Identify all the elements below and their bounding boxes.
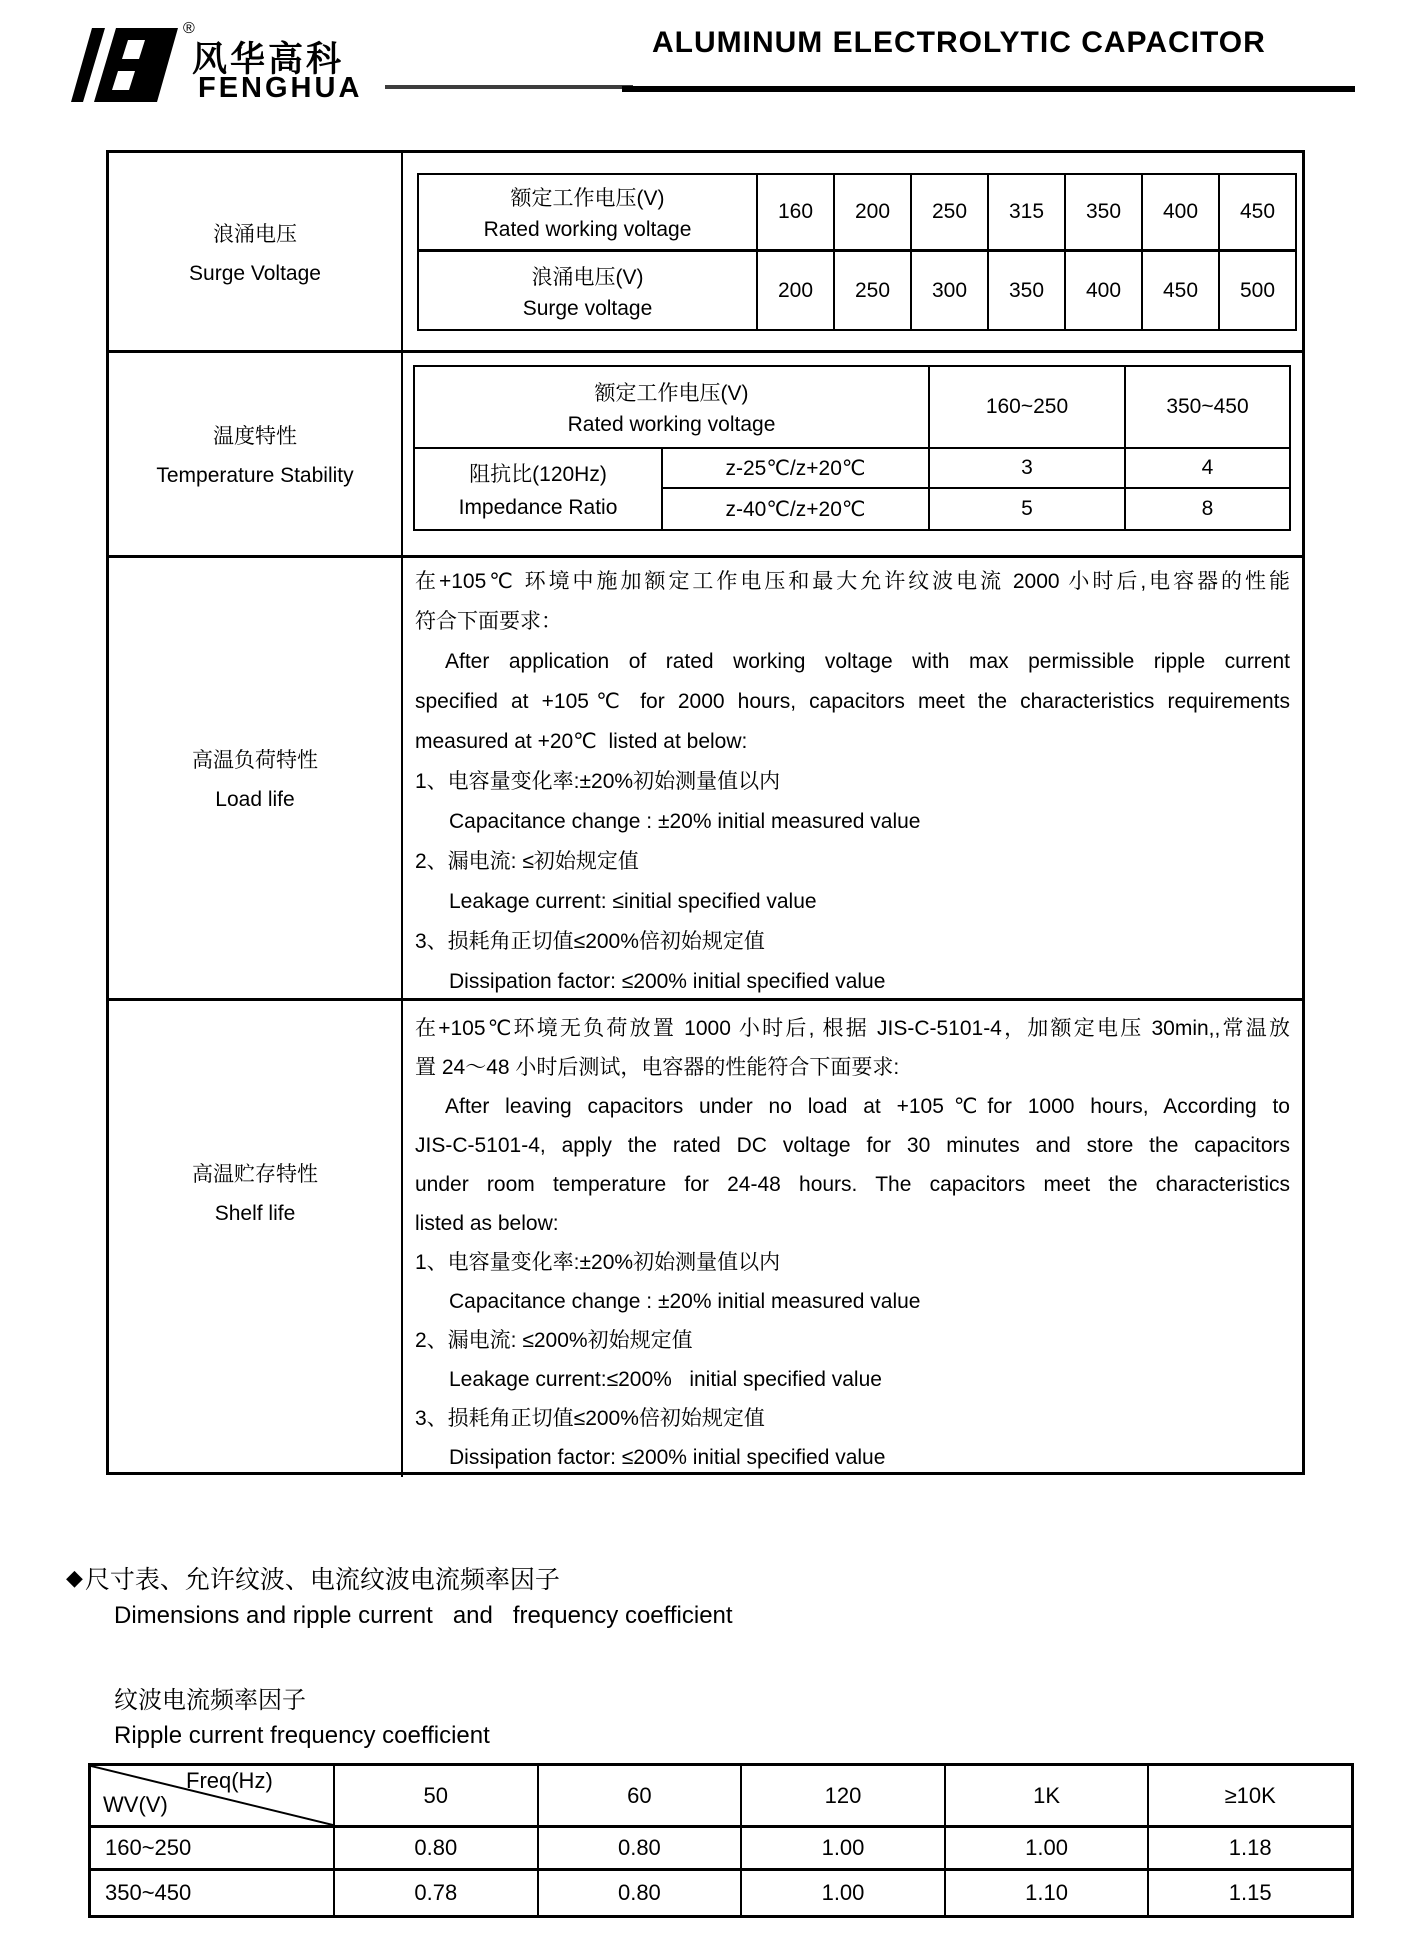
freq-column-header: 1K xyxy=(944,1766,1148,1828)
load-life-row-label xyxy=(109,558,403,1001)
load-life-item: Leakage current: ≤initial specified value xyxy=(449,890,817,913)
logo-company-name-cn: 风华高科 xyxy=(192,40,345,79)
impedance-ratio-label xyxy=(415,449,661,529)
wv-range-row-label: 350~450 xyxy=(105,1880,192,1905)
rated-working-voltage-cn: 额定工作电压(V) xyxy=(510,187,665,210)
surge-voltage-header xyxy=(419,252,756,329)
impedance-value: 8 xyxy=(1124,489,1289,529)
diamond-bullet-icon: ◆ xyxy=(66,1565,83,1590)
surge-voltage-content xyxy=(403,153,1302,353)
surge-voltage-value: 250 xyxy=(833,252,910,329)
rated-voltage-value: 450 xyxy=(1218,175,1295,252)
freq-table-corner-cell xyxy=(91,1766,333,1828)
temperature-stability-label-cn: 温度特性 xyxy=(213,425,297,448)
load-life-label-cn: 高温负荷特性 xyxy=(192,749,318,772)
shelf-life-text-line: under room temperature for 24-48 hours. The capacitors meet the characteristics xyxy=(415,1173,1290,1196)
rated-voltage-value: 200 xyxy=(833,175,910,252)
freq-column-header: 50 xyxy=(333,1766,537,1828)
shelf-life-item: 1、电容量变化率:±20%初始测量值以内 xyxy=(415,1251,781,1274)
shelf-life-item: Capacitance change : ±20% initial measured value xyxy=(449,1290,921,1313)
section-title-en: Dimensions and ripple current and frequency coefficient xyxy=(114,1602,733,1629)
shelf-life-text-line: listed as below: xyxy=(415,1212,559,1235)
voltage-range-1: 160~250 xyxy=(928,367,1124,449)
surge-voltage-en: Surge voltage xyxy=(522,296,653,320)
impedance-ratio-cn: 阻抗比(120Hz) xyxy=(469,463,607,486)
logo-company-name-en: FENGHUA xyxy=(198,72,363,104)
surge-voltage-label-en: Surge Voltage xyxy=(189,261,321,285)
section-title-cn: 尺寸表、允许纹波、电流纹波电流频率因子 xyxy=(84,1566,560,1594)
shelf-life-text-line: JIS-C-5101-4, apply the rated DC voltage for 30 minutes and store the capacitors xyxy=(415,1134,1290,1157)
surge-voltage-cn: 浪涌电压(V) xyxy=(531,265,644,289)
coefficient-value: 1.00 xyxy=(740,1828,944,1871)
load-life-text-line: 在+105℃ 环境中施加额定工作电压和最大允许纹波电流 2000 小时后,电容器的性能 xyxy=(415,570,1290,593)
shelf-life-text-line: 在+105℃环境无负荷放置 1000 小时后, 根据 JIS-C-5101-4，加额定电压 30min,,常温放 xyxy=(415,1017,1290,1040)
shelf-life-item: Leakage current:≤200% initial specified value xyxy=(449,1368,882,1391)
shelf-life-item: Dissipation factor: ≤200% initial specified value xyxy=(449,1446,886,1469)
frequency-coefficient-table xyxy=(88,1763,1354,1918)
temperature-stability-label-en: Temperature Stability xyxy=(156,464,354,487)
temperature-stability-row-label xyxy=(109,353,403,558)
load-life-text-line: 符合下面要求： xyxy=(415,610,562,633)
load-life-item: 1、电容量变化率:±20%初始测量值以内 xyxy=(415,770,781,793)
impedance-value: 4 xyxy=(1124,449,1289,489)
impedance-value: 5 xyxy=(928,489,1124,529)
shelf-life-label-cn: 高温贮存特性 xyxy=(192,1162,318,1186)
rated-voltage-value: 250 xyxy=(910,175,987,252)
coefficient-value: 0.78 xyxy=(333,1871,537,1915)
section-title xyxy=(66,1560,560,1596)
load-life-content xyxy=(403,558,1302,1001)
temp-rated-voltage-cn: 额定工作电压(V) xyxy=(594,382,749,405)
shelf-life-text-line: 置 24～48 小时后测试，电容器的性能符合下面要求: xyxy=(415,1056,900,1079)
impedance-condition-1: z-25℃/z+20℃ xyxy=(661,449,928,489)
surge-voltage-value: 450 xyxy=(1141,252,1218,329)
shelf-life-item: 2、漏电流: ≤200%初始规定值 xyxy=(415,1329,693,1352)
surge-voltage-value: 350 xyxy=(987,252,1064,329)
load-life-text-line: measured at +20℃ listed at below: xyxy=(415,730,748,753)
coefficient-value: 0.80 xyxy=(537,1828,741,1871)
voltage-range-2: 350~450 xyxy=(1124,367,1289,449)
surge-voltage-value: 200 xyxy=(756,252,833,329)
freq-column-header: 120 xyxy=(740,1766,944,1828)
temperature-stability-table xyxy=(413,365,1291,531)
coefficient-value: 0.80 xyxy=(537,1871,741,1915)
impedance-condition-2: z-40℃/z+20℃ xyxy=(661,489,928,529)
coefficient-value: 1.15 xyxy=(1147,1871,1351,1915)
ripple-subtitle-cn: 纹波电流频率因子 xyxy=(114,1687,306,1714)
registered-trademark-icon: ® xyxy=(183,20,195,37)
surge-voltage-value: 400 xyxy=(1064,252,1141,329)
rated-voltage-value: 160 xyxy=(756,175,833,252)
surge-voltage-table xyxy=(417,173,1297,331)
rated-working-voltage-en: Rated working voltage xyxy=(483,218,692,241)
page-title: ALUMINUM ELECTROLYTIC CAPACITOR xyxy=(652,26,1266,59)
shelf-life-content xyxy=(403,1001,1302,1477)
freq-column-header: 60 xyxy=(537,1766,741,1828)
wv-range-row-label: 160~250 xyxy=(91,1828,333,1871)
load-life-item: Dissipation factor: ≤200% initial specified value xyxy=(449,970,886,993)
coefficient-value: 1.18 xyxy=(1147,1828,1351,1871)
surge-voltage-row-label xyxy=(109,153,403,353)
ripple-subtitle-en: Ripple current frequency coefficient xyxy=(114,1722,490,1749)
coefficient-value: 1.10 xyxy=(944,1871,1148,1915)
coefficient-value: 1.00 xyxy=(740,1871,944,1915)
header-rule xyxy=(622,86,1355,92)
temp-rated-voltage-en: Rated working voltage xyxy=(567,413,776,436)
freq-column-header: ≥10K xyxy=(1147,1766,1351,1828)
load-life-text-line: specified at +105℃ for 2000 hours, capacitors meet the characteristics requirements xyxy=(415,690,1290,713)
freq-axis-label: Freq(Hz) xyxy=(186,1768,273,1793)
rated-voltage-value: 400 xyxy=(1141,175,1218,252)
temperature-stability-content xyxy=(403,353,1302,558)
wv-axis-label: WV(V) xyxy=(103,1792,168,1817)
rated-working-voltage-header xyxy=(419,175,756,252)
coefficient-value: 1.00 xyxy=(944,1828,1148,1871)
shelf-life-label-en: Shelf life xyxy=(214,1201,296,1225)
shelf-life-text-line: After leaving capacitors under no load at +105℃for 1000 hours, According to xyxy=(445,1095,1290,1118)
fenghua-logo-icon xyxy=(68,26,180,104)
load-life-item: 3、损耗角正切值≤200%倍初始规定值 xyxy=(415,930,765,953)
rated-voltage-value: 350 xyxy=(1064,175,1141,252)
specification-table xyxy=(106,150,1305,1475)
surge-voltage-value: 300 xyxy=(910,252,987,329)
rated-voltage-value: 315 xyxy=(987,175,1064,252)
temp-rated-voltage-header xyxy=(415,367,928,449)
load-life-item: 2、漏电流: ≤初始规定值 xyxy=(415,850,639,873)
load-life-text-line: After application of rated working voltage with max permissible ripple current xyxy=(445,650,1290,673)
header-rule-left xyxy=(385,85,633,89)
shelf-life-item: 3、损耗角正切值≤200%倍初始规定值 xyxy=(415,1407,765,1430)
load-life-label-en: Load life xyxy=(215,788,295,811)
surge-voltage-value: 500 xyxy=(1218,252,1295,329)
impedance-value: 3 xyxy=(928,449,1124,489)
load-life-item: Capacitance change : ±20% initial measured value xyxy=(449,810,921,833)
shelf-life-row-label xyxy=(109,1001,403,1477)
coefficient-value: 0.80 xyxy=(333,1828,537,1871)
impedance-ratio-en: Impedance Ratio xyxy=(458,496,618,519)
surge-voltage-label-cn: 浪涌电压 xyxy=(213,222,297,246)
